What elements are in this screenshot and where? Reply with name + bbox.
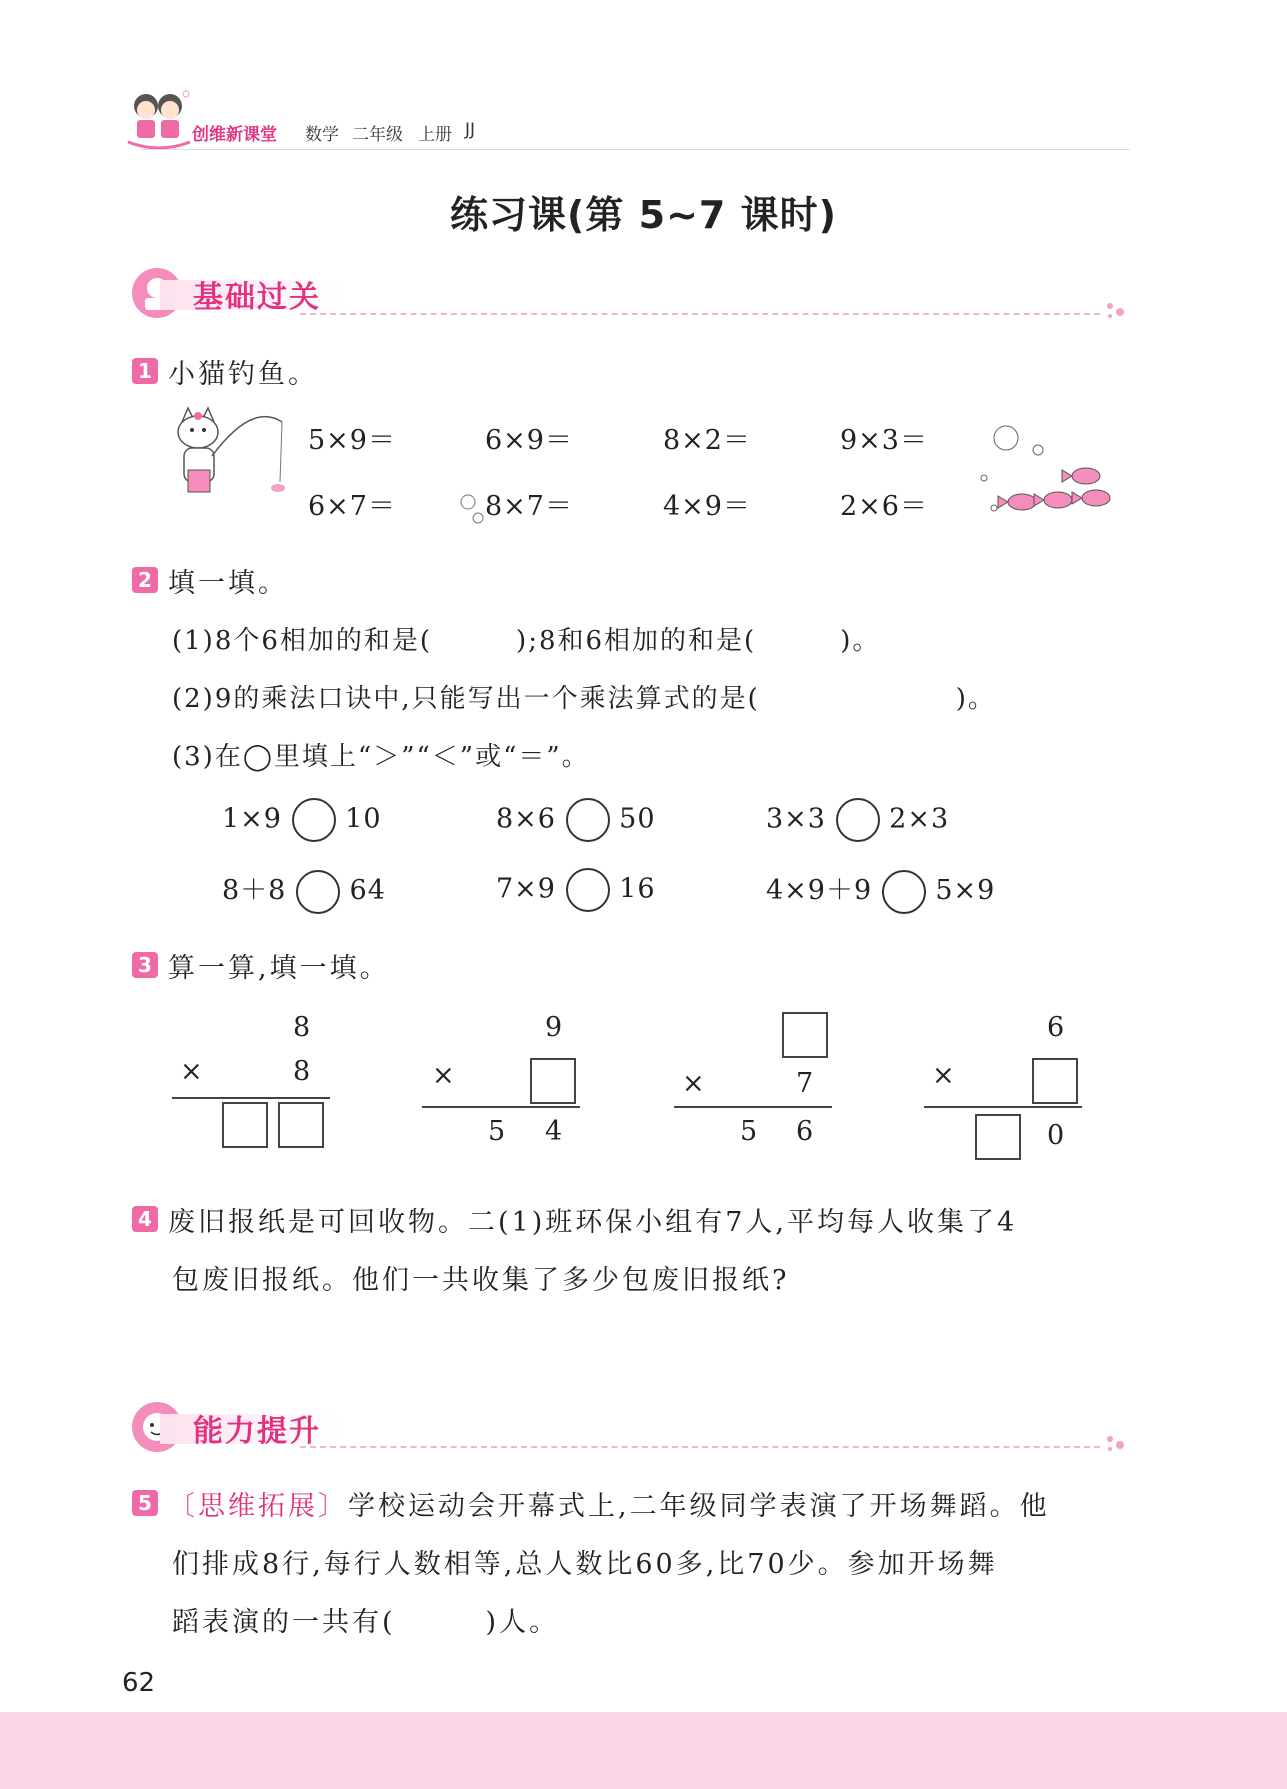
q1-expr: 6×7＝ — [308, 491, 396, 522]
section-dashed-line — [300, 313, 1100, 315]
compare-left: 4×9＋9 — [766, 875, 873, 906]
header-edition: JJ — [465, 120, 476, 140]
compare-left: 1×9 — [222, 803, 282, 835]
dots-decoration — [1104, 1433, 1128, 1457]
v1-result-line — [172, 1097, 330, 1099]
q5-line3: 蹈表演的一共有( )人。 — [172, 1607, 560, 1638]
compare-left: 8＋8 — [222, 875, 287, 906]
header-subject: 数学 — [305, 125, 339, 145]
compare-circle[interactable] — [292, 798, 336, 842]
q1-expr: 4×9＝ — [663, 491, 751, 522]
v3-mid-digit: 7 — [796, 1068, 815, 1099]
q1-expr: 8×7＝ — [485, 491, 573, 522]
compare-right: 50 — [619, 803, 656, 835]
q1-expr: 8×2＝ — [663, 425, 751, 456]
compare-circle[interactable] — [566, 798, 610, 842]
answer-box[interactable] — [975, 1114, 1021, 1160]
q3-prompt: 算一算,填一填。 — [168, 953, 390, 984]
v4-result-digit: 0 — [1047, 1120, 1066, 1151]
q1-expr: 6×9＝ — [485, 425, 573, 456]
section-title-basic: 基础过关 — [193, 280, 321, 315]
q2-part1: (1)8个6相加的和是( );8和6相加的和是( )。 — [172, 626, 881, 656]
q1-expr: 9×3＝ — [840, 425, 928, 456]
answer-box[interactable] — [222, 1102, 268, 1148]
bubbles-decoration — [458, 490, 488, 530]
q2-prompt: 填一填。 — [168, 568, 288, 599]
page-number: 62 — [122, 1668, 156, 1698]
v2-top-digit: 9 — [545, 1012, 564, 1043]
compare-item — [496, 868, 656, 912]
v1-mid-digit: 8 — [293, 1056, 312, 1087]
times-sign: × — [180, 1056, 204, 1087]
answer-box[interactable] — [530, 1058, 576, 1104]
q1-expr: 2×6＝ — [840, 491, 928, 522]
q5-line2: 们排成8行,每行人数相等,总人数比60多,比70少。参加开场舞 — [172, 1549, 998, 1580]
compare-right: 10 — [345, 803, 382, 835]
compare-item — [766, 798, 949, 842]
dots-decoration — [1104, 300, 1128, 324]
compare-item — [222, 868, 386, 914]
v4-top-digit: 6 — [1047, 1012, 1066, 1043]
q5-tag: 〔思维拓展〕 — [168, 1491, 348, 1522]
v3-result-digit: 6 — [796, 1116, 815, 1147]
compare-circle[interactable] — [566, 868, 610, 912]
v3-result-line — [674, 1106, 832, 1108]
fish-school-illustration — [978, 420, 1118, 520]
compare-item — [766, 868, 995, 914]
compare-item — [222, 798, 382, 842]
header-grade: 二年级 — [352, 125, 403, 145]
answer-box[interactable] — [782, 1012, 828, 1058]
compare-left: 7×9 — [496, 873, 556, 905]
v4-result-line — [924, 1106, 1082, 1108]
compare-right: 2×3 — [889, 803, 950, 835]
q5-text: 学校运动会开幕式上,二年级同学表演了开场舞蹈。他 — [348, 1491, 1050, 1522]
compare-item — [496, 798, 656, 842]
v2-result-line — [422, 1106, 580, 1108]
page-title: 练习课(第 5~7 课时) — [450, 193, 837, 237]
q5-line1 — [168, 1484, 1050, 1523]
compare-right: 5×9 — [935, 875, 996, 906]
compare-circle[interactable] — [882, 870, 926, 914]
question-number-1: 1 — [132, 358, 158, 384]
section-dashed-line — [300, 1446, 1100, 1448]
footer-band — [0, 1712, 1287, 1789]
q2-part2: (2)9的乘法口诀中,只能写出一个乘法算式的是( )。 — [172, 684, 996, 714]
compare-circle[interactable] — [836, 798, 880, 842]
v2-result-digit: 5 — [488, 1116, 507, 1147]
question-number-3: 3 — [132, 952, 158, 978]
cat-fishing-illustration — [162, 402, 292, 512]
section-title-advanced: 能力提升 — [193, 1414, 321, 1449]
v1-top-digit: 8 — [293, 1012, 312, 1043]
q1-prompt: 小猫钓鱼。 — [168, 359, 318, 390]
q4-line2: 包废旧报纸。他们一共收集了多少包废旧报纸? — [172, 1265, 790, 1296]
v2-result-digit: 4 — [545, 1116, 564, 1147]
question-number-5: 5 — [132, 1490, 158, 1516]
q2-part3: (3)在◯里填上“＞”“＜”或“＝”。 — [172, 742, 590, 772]
header-volume: 上册 — [418, 125, 452, 145]
v3-result-digit: 5 — [740, 1116, 759, 1147]
compare-right: 16 — [619, 873, 656, 905]
times-sign: × — [682, 1068, 706, 1099]
compare-circle[interactable] — [296, 870, 340, 914]
compare-left: 8×6 — [496, 803, 556, 835]
header-divider — [140, 149, 1130, 150]
compare-right: 64 — [349, 875, 386, 906]
q1-expr: 5×9＝ — [308, 425, 396, 456]
compare-left: 3×3 — [766, 803, 826, 835]
times-sign: × — [432, 1060, 456, 1091]
question-number-2: 2 — [132, 567, 158, 593]
question-number-4: 4 — [132, 1206, 158, 1232]
answer-box[interactable] — [278, 1102, 324, 1148]
header-mascot-illustration — [124, 88, 194, 154]
answer-box[interactable] — [1032, 1058, 1078, 1104]
times-sign: × — [932, 1060, 956, 1091]
brand-name: 创维新课堂 — [192, 125, 277, 145]
q4-line1: 废旧报纸是可回收物。二(1)班环保小组有7人,平均每人收集了4 — [168, 1207, 1018, 1238]
